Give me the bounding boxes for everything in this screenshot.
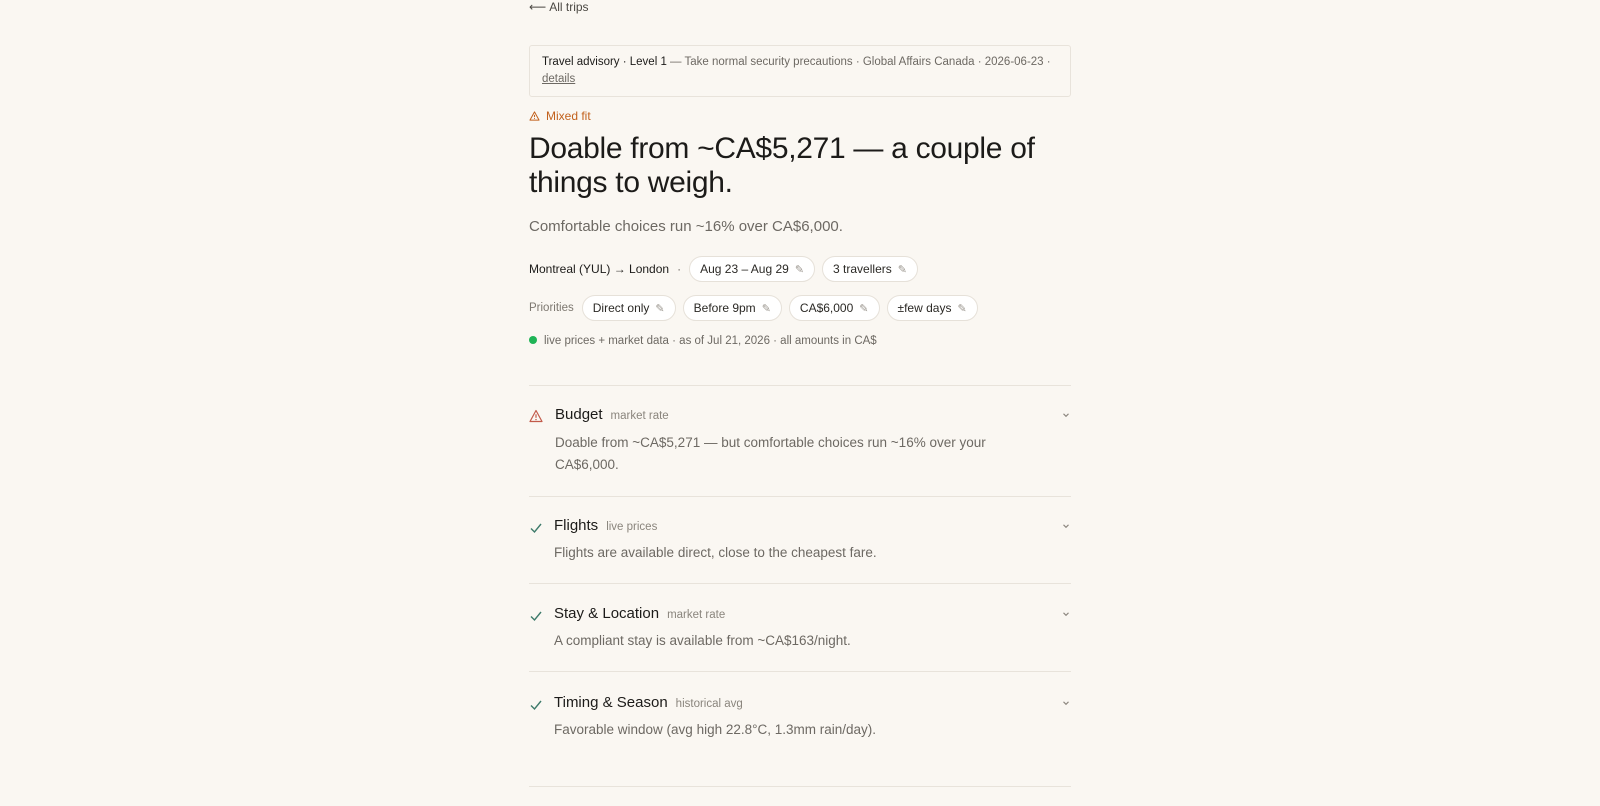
section-source-tag: live prices [606, 521, 658, 533]
priority-pill-direct[interactable] [582, 295, 676, 321]
priority-label: ±few days [897, 301, 952, 315]
fit-label: Mixed fit [546, 109, 591, 123]
trip-route: Montreal (YUL) → London [529, 262, 670, 276]
back-arrow-icon: ⟵ [529, 0, 547, 14]
chevron-down-icon [1061, 698, 1071, 708]
separator-dot: · [677, 262, 682, 276]
priority-pill-time[interactable] [683, 295, 782, 321]
section-stay-location[interactable] [529, 605, 1071, 651]
pencil-icon: ✎ [794, 263, 805, 276]
divider [529, 786, 1071, 787]
section-source-tag: historical avg [675, 698, 743, 710]
section-title-text: Stay & Location [554, 605, 660, 622]
dates-pill[interactable] [689, 256, 815, 282]
section-description: Favorable window (avg high 22.8°C, 1.3mm rain/day). [554, 722, 877, 737]
page-headline: Doable from ~CA$5,271 — a couple of things to weigh. [529, 132, 1035, 199]
trip-summary-row [529, 256, 925, 282]
priority-label: CA$6,000 [799, 301, 854, 315]
section-source-tag: market rate [667, 609, 726, 621]
pencil-icon: ✎ [655, 302, 665, 315]
section-title [554, 605, 725, 622]
priorities-label: Priorities [529, 302, 574, 314]
chevron-down-icon [1061, 609, 1071, 619]
travel-advisory-banner [529, 45, 1071, 97]
section-title-text: Flights [554, 517, 599, 534]
divider [529, 583, 1071, 584]
dates-label: Aug 23 – Aug 29 [700, 262, 789, 276]
status-text: live prices + market data · as of Jul 21, 2026 · all amounts in CA$ [544, 335, 877, 347]
section-description: Flights are available direct, close to the cheapest fare. [554, 545, 877, 560]
section-title [554, 517, 657, 534]
section-timing-season[interactable] [529, 694, 1071, 740]
chevron-down-icon [1061, 410, 1071, 420]
travellers-label: 3 travellers [833, 262, 892, 276]
warning-icon [529, 111, 540, 121]
section-title-text: Budget [555, 406, 603, 423]
section-flights[interactable] [529, 517, 1071, 563]
back-link[interactable] [529, 0, 589, 14]
chevron-down-icon [1061, 521, 1071, 531]
section-title [554, 694, 743, 711]
check-icon [529, 698, 543, 712]
check-icon [529, 521, 543, 535]
divider [529, 385, 1071, 386]
check-icon [529, 609, 543, 623]
page-subheadline: Comfortable choices run ~16% over CA$6,000. [529, 218, 843, 235]
priority-pill-budget[interactable] [789, 295, 880, 321]
pencil-icon: ✎ [761, 302, 771, 315]
priority-pill-flex[interactable] [887, 295, 978, 321]
fit-badge [529, 109, 591, 123]
section-title [555, 406, 669, 423]
section-source-tag: market rate [610, 410, 669, 422]
data-status [529, 335, 877, 347]
back-link-label: All trips [549, 0, 589, 14]
advisory-details-link[interactable]: details [542, 73, 576, 85]
live-status-dot-icon [529, 336, 537, 344]
pencil-icon: ✎ [859, 302, 869, 315]
section-description: Doable from ~CA$5,271 — but comfortable choices run ~16% over your CA$6,000. [555, 435, 986, 472]
divider [529, 671, 1071, 672]
section-title-text: Timing & Season [554, 694, 668, 711]
advisory-level: Travel advisory · Level 1 [542, 56, 667, 68]
section-budget[interactable] [529, 406, 1071, 476]
divider [529, 496, 1071, 497]
priorities-row [529, 295, 985, 321]
pencil-icon: ✎ [957, 302, 967, 315]
pencil-icon: ✎ [897, 263, 907, 276]
priority-label: Direct only [592, 301, 650, 315]
priority-label: Before 9pm [693, 301, 756, 315]
travellers-pill[interactable] [822, 256, 918, 282]
section-description: A compliant stay is available from ~CA$163/night. [554, 633, 851, 648]
warning-icon [529, 409, 543, 423]
advisory-text: — Take normal security precautions · Global Affairs Canada · 2026-06-23 · [666, 56, 1051, 68]
